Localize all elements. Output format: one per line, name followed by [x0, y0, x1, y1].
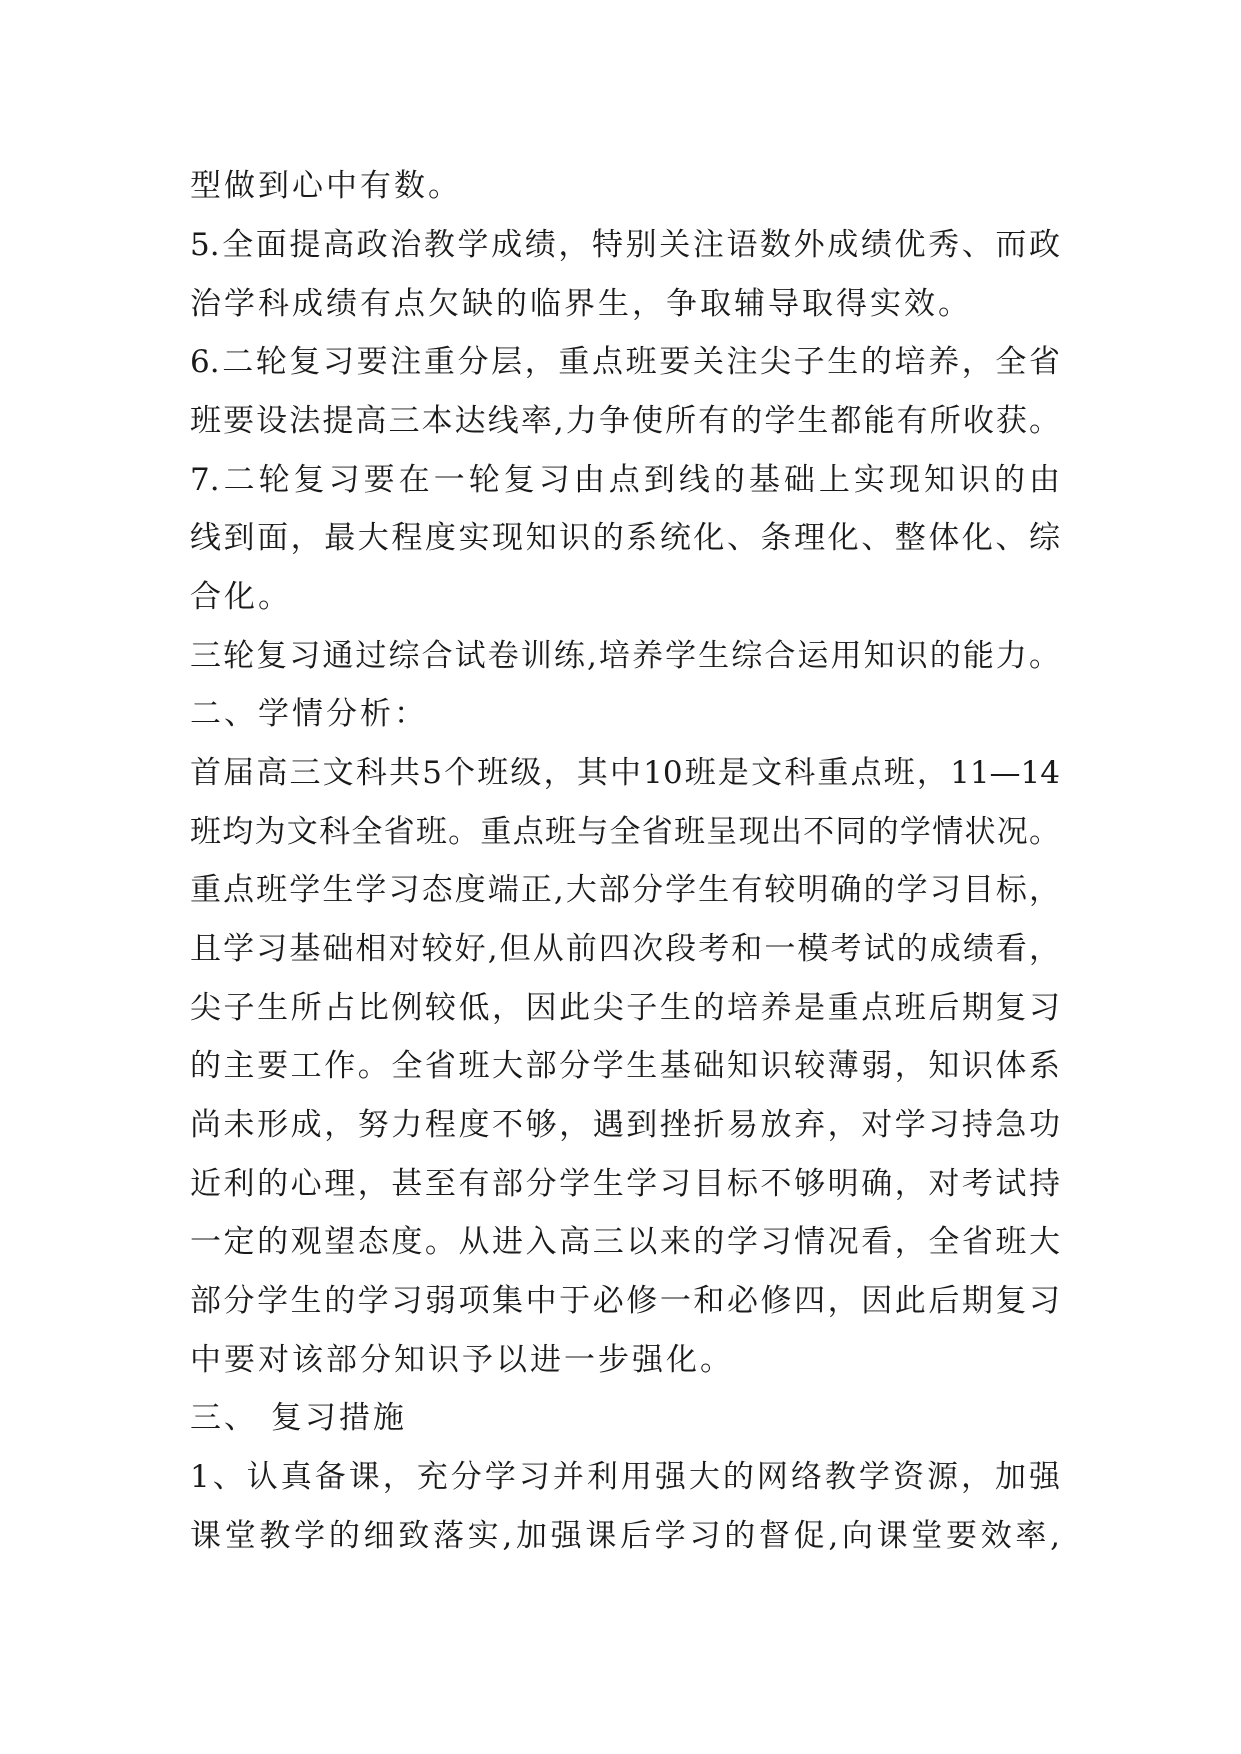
text-line: 尚未形成，努力程度不够，遇到挫折易放弃，对学习持急功 — [190, 1107, 1060, 1143]
text-line: 5.全面提高政治教学成绩，特别关注语数外成绩优秀、而政 — [190, 227, 1060, 263]
text-line: 且学习基础相对较好,但从前四次段考和一模考试的成绩看， — [190, 931, 1060, 967]
text-line: 的主要工作。全省班大部分学生基础知识较薄弱，知识体系 — [190, 1048, 1060, 1084]
text-line: 课堂教学的细致落实,加强课后学习的督促,向课堂要效率, — [190, 1518, 1060, 1554]
text-line: 班均为文科全省班。重点班与全省班呈现出不同的学情状况。 — [190, 814, 1060, 850]
section-heading: 三、 复习措施 — [190, 1400, 407, 1436]
text-line: 7.二轮复习要在一轮复习由点到线的基础上实现知识的由 — [190, 462, 1060, 498]
text-line: 三轮复习通过综合试卷训练,培养学生综合运用知识的能力。 — [190, 638, 1060, 674]
text-line: 部分学生的学习弱项集中于必修一和必修四，因此后期复习 — [190, 1283, 1060, 1319]
text-line: 班要设法提高三本达线率,力争使所有的学生都能有所收获。 — [190, 403, 1060, 439]
text-line: 线到面，最大程度实现知识的系统化、条理化、整体化、综 — [190, 520, 1060, 556]
text-line: 一定的观望态度。从进入高三以来的学习情况看，全省班大 — [190, 1224, 1060, 1260]
text-line: 重点班学生学习态度端正,大部分学生有较明确的学习目标， — [190, 872, 1060, 908]
section-heading: 二、学情分析： — [190, 696, 428, 732]
text-line: 6.二轮复习要注重分层，重点班要关注尖子生的培养，全省 — [190, 344, 1060, 380]
text-line: 首届高三文科共5个班级，其中10班是文科重点班，11—14 — [190, 755, 1060, 791]
text-line: 治学科成绩有点欠缺的临界生，争取辅导取得实效。 — [190, 286, 972, 322]
text-line: 中要对该部分知识予以进一步强化。 — [190, 1342, 734, 1378]
text-line: 合化。 — [190, 579, 292, 615]
text-line: 近利的心理，甚至有部分学生学习目标不够明确，对考试持 — [190, 1166, 1060, 1202]
text-line: 尖子生所占比例较低，因此尖子生的培养是重点班后期复习 — [190, 990, 1060, 1026]
text-line: 型做到心中有数。 — [190, 168, 462, 204]
text-line: 1、认真备课，充分学习并利用强大的网络教学资源，加强 — [190, 1459, 1060, 1495]
